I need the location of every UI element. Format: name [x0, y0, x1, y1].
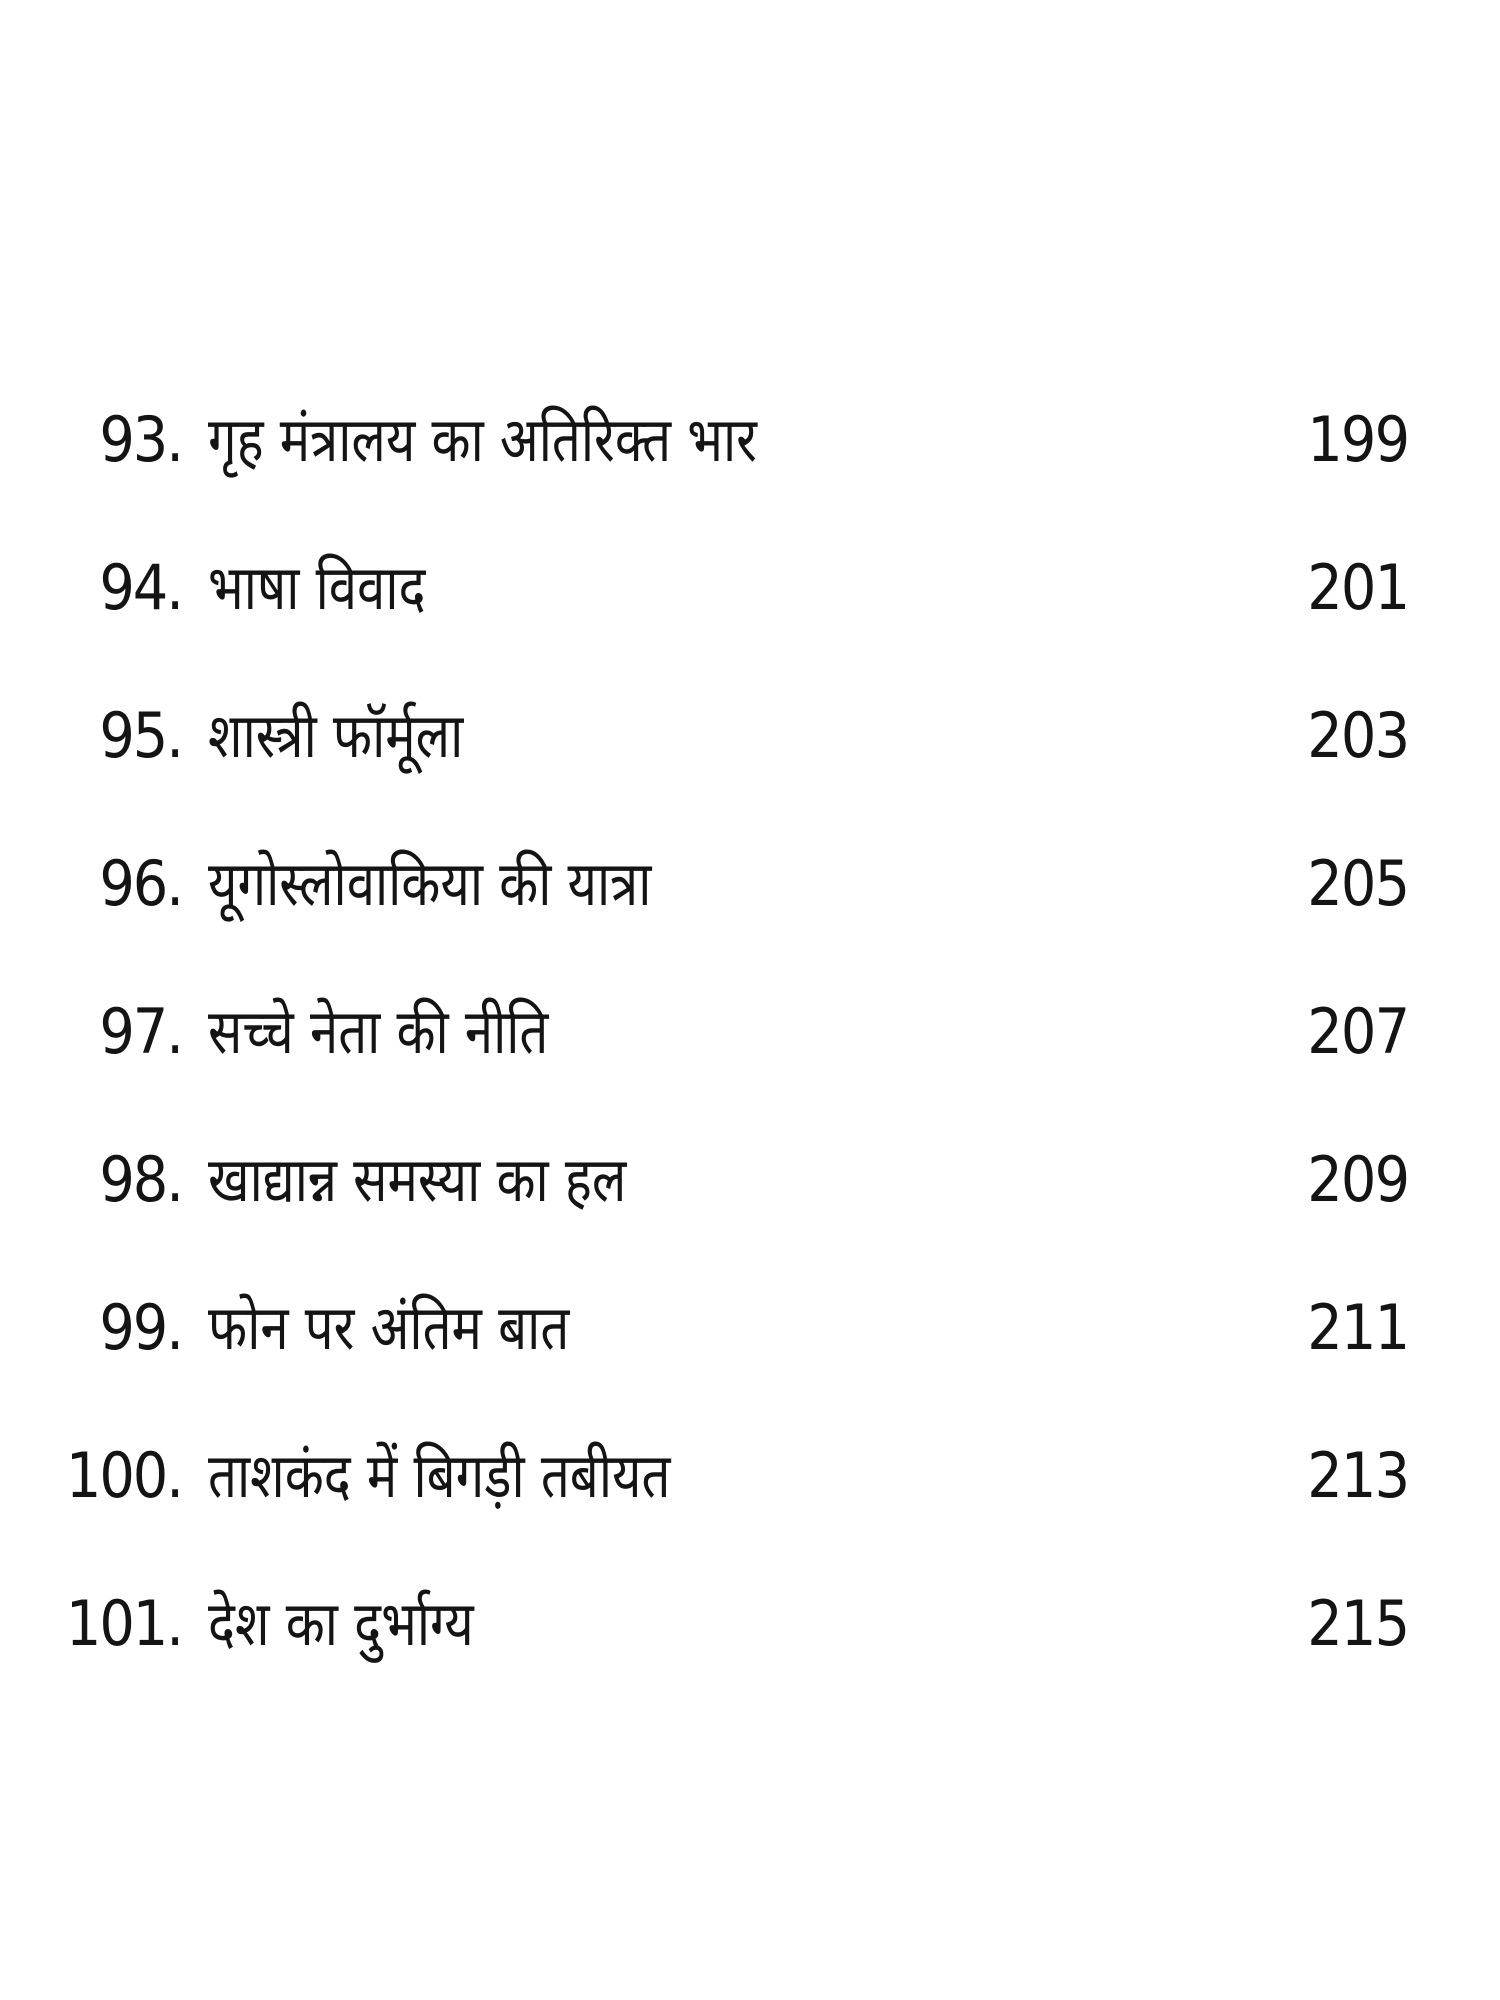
entry-page-number: 207 [1306, 995, 1408, 1068]
entry-page-number: 201 [1306, 551, 1408, 624]
entry-page-number: 211 [1306, 1291, 1408, 1364]
entry-page-number: 205 [1306, 847, 1408, 920]
entry-number: 95. [99, 699, 182, 772]
entry-title: सच्चे नेता की नीति [208, 995, 549, 1068]
entry-title: यूगोस्लोवाकिया की यात्रा [208, 847, 652, 920]
entry-title: शास्त्री फॉर्मूला [208, 699, 464, 772]
entry-number: 94. [99, 551, 182, 624]
entry-number: 97. [99, 995, 182, 1068]
entry-title: भाषा विवाद [208, 551, 426, 624]
entry-number: 101. [65, 1587, 182, 1660]
entry-page-number: 209 [1306, 1143, 1408, 1216]
entry-page-number: 203 [1306, 699, 1408, 772]
entry-title: देश का दुर्भाग्य [208, 1587, 474, 1660]
entry-page-number: 213 [1306, 1439, 1408, 1512]
toc-entry [0, 691, 1500, 839]
toc-entry [0, 395, 1500, 543]
toc-entry [0, 987, 1500, 1135]
table-of-contents [0, 395, 1500, 1727]
toc-entry [0, 1431, 1500, 1579]
entry-title: ताशकंद में बिगड़ी तबीयत [208, 1439, 671, 1512]
entry-page-number: 215 [1306, 1587, 1408, 1660]
toc-entry [0, 1579, 1500, 1727]
entry-title: गृह मंत्रालय का अतिरिक्त भार [208, 403, 757, 476]
entry-number: 99. [99, 1291, 182, 1364]
toc-entry [0, 543, 1500, 691]
toc-entry [0, 1283, 1500, 1431]
entry-number: 98. [99, 1143, 182, 1216]
entry-title: फोन पर अंतिम बात [208, 1291, 570, 1364]
entry-page-number: 199 [1306, 403, 1408, 476]
entry-number: 93. [99, 403, 182, 476]
toc-entry [0, 839, 1500, 987]
entry-number: 96. [99, 847, 182, 920]
entry-number: 100. [65, 1439, 182, 1512]
toc-entry [0, 1135, 1500, 1283]
entry-title: खाद्यान्न समस्या का हल [208, 1143, 627, 1216]
